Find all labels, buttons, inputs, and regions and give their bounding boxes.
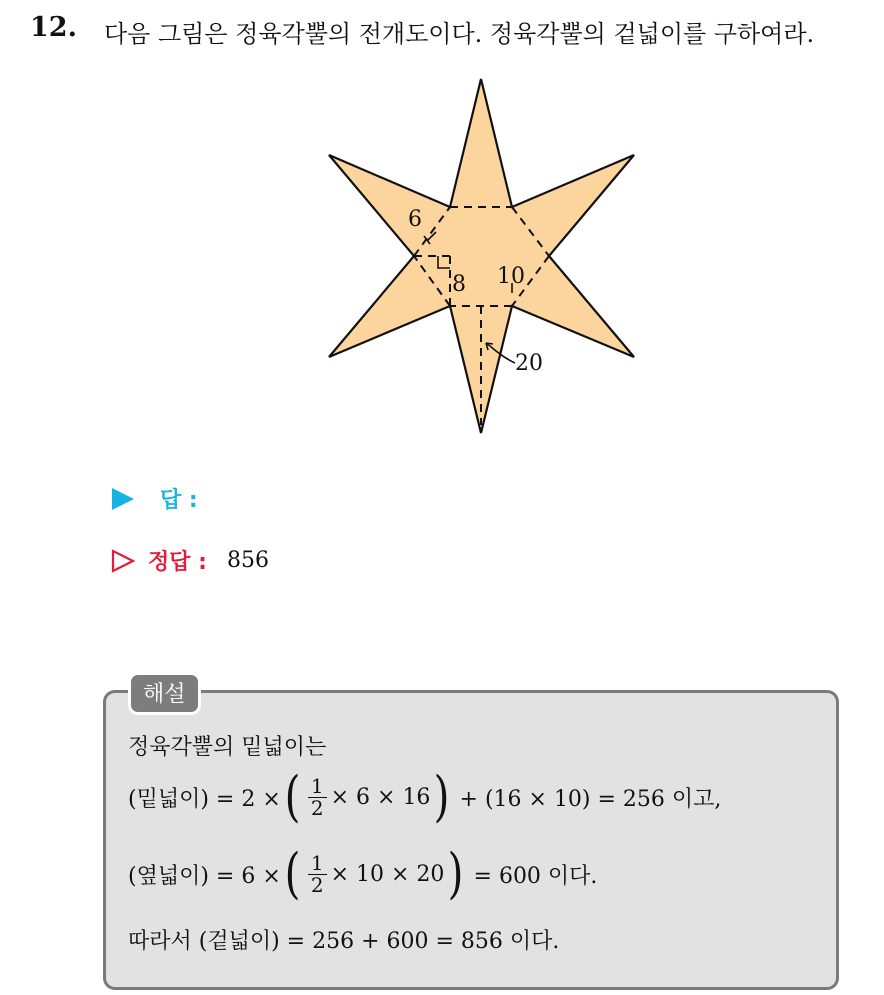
solution-line-1: 정육각뿔의 밑넓이는 [128, 735, 327, 760]
solution-line-2 [128, 765, 722, 828]
label-ten: 10 [497, 264, 525, 289]
label-six: 6 [408, 207, 422, 232]
outline-triangle-icon [110, 548, 136, 574]
label-twenty: 20 [515, 351, 543, 376]
solution-tab: 해설 [128, 672, 201, 715]
lateral-area-inner: × 10 × 20 [330, 861, 445, 887]
hexagonal-pyramid-net-figure [325, 75, 645, 445]
right-paren: ) [448, 842, 464, 905]
fraction-half: $\frac{1}{2}$ [308, 853, 327, 896]
left-paren: ( [284, 842, 301, 905]
filled-triangle-icon [110, 486, 136, 512]
correct-answer-row [110, 545, 269, 576]
fraction-half: $\frac{1}{2}$ [308, 776, 327, 819]
lateral-area-lhs: (옆넓이) = 6 × [128, 863, 281, 889]
solution-line-4: 따라서 (겉넓이) = 256 + 600 = 856 이다. [128, 929, 560, 954]
right-paren: ) [434, 765, 450, 828]
base-area-inner: × 6 × 16 [330, 784, 431, 810]
answer-label: 답 : [160, 488, 198, 513]
label-eight: 8 [452, 272, 466, 297]
answer-row [110, 483, 198, 514]
base-area-lhs: (밑넓이) = 2 × [128, 786, 281, 812]
correct-answer-label: 정답 : [148, 550, 207, 575]
correct-answer-value: 856 [226, 548, 269, 573]
question-number: 12. [30, 12, 77, 43]
left-paren: ( [284, 765, 301, 828]
solution-line-3 [128, 842, 598, 905]
base-area-rhs: + (16 × 10) = 256 이고, [459, 786, 722, 812]
lateral-area-rhs: = 600 이다. [473, 863, 598, 889]
question-text: 다음 그림은 정육각뿔의 전개도이다. 정육각뿔의 겉넓이를 구하여라. [104, 20, 815, 48]
